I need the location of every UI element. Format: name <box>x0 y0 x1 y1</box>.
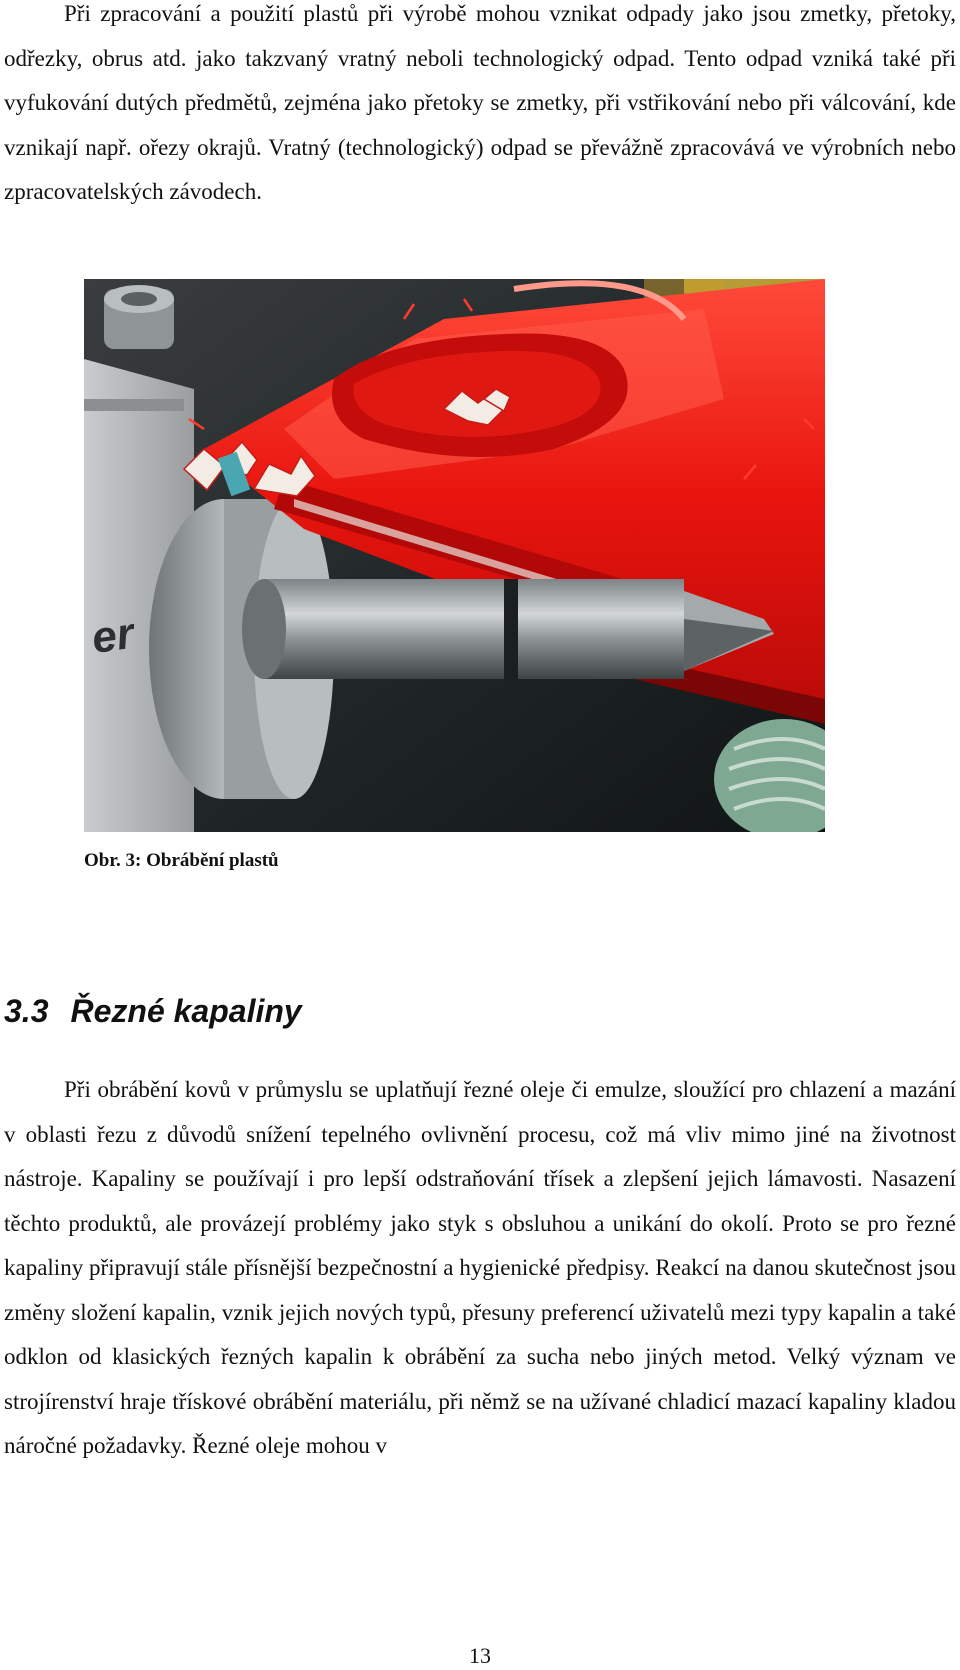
section-heading <box>4 993 302 1030</box>
svg-text:er: er <box>88 608 137 664</box>
page-number: 13 <box>469 1643 491 1668</box>
figure-caption: Obr. 3: Obrábění plastů <box>84 850 279 871</box>
paragraph-cutting-fluids: Při obrábění kovů v průmyslu se uplatňují řezné oleje či emulze, sloužící pro chlazení a mazání v oblasti řezu z důvodů snížení tepelného ovlivnění procesu, což má vliv mimo jiné na životnost nástroje. Kapaliny se používají i pro lepší odstraňování třísek a zlepšení jejich lámavosti. Nasazení těchto produktů, ale provázejí problémy jako styk s obsluhou a unikání do okolí. Proto se pro řezné kapaliny připravují stále přísnější bezpečnostní a hygienické předpisy. Reakcí na danou skutečnost jsou změny složení kapalin, vznik jejich nových typů, přesuny preferencí uživatelů mezi typy kapalin a také odklon od klasických řezných kapalin k obrábění za sucha nebo jiných metod. Velký význam ve strojírenství hraje třískové obrábění materiálu, při němž se na užívané chladicí mazací kapaliny kladou náročné požadavky. Řezné oleje mohou v <box>4 1077 956 1458</box>
paragraph-waste: Při zpracování a použití plastů při výrobě mohou vznikat odpady jako jsou zmetky, přetoky, odřezky, obrus atd. jako takzvaný vratný neboli technologický odpad. Tento odpad vzniká také při vyfukování dutých předmětů, zejména jako přetoky se zmetky, při vstřikování nebo při válcování, kde vznikají např. ořezy okrajů. Vratný (technologický) odpad se převážně zpracovává ve výrobních nebo zpracovatelských závodech. <box>4 1 956 204</box>
section-number: 3.3 <box>4 993 49 1029</box>
section-title: Řezné kapaliny <box>70 993 302 1029</box>
figure-photo-plastic-machining <box>84 279 825 832</box>
